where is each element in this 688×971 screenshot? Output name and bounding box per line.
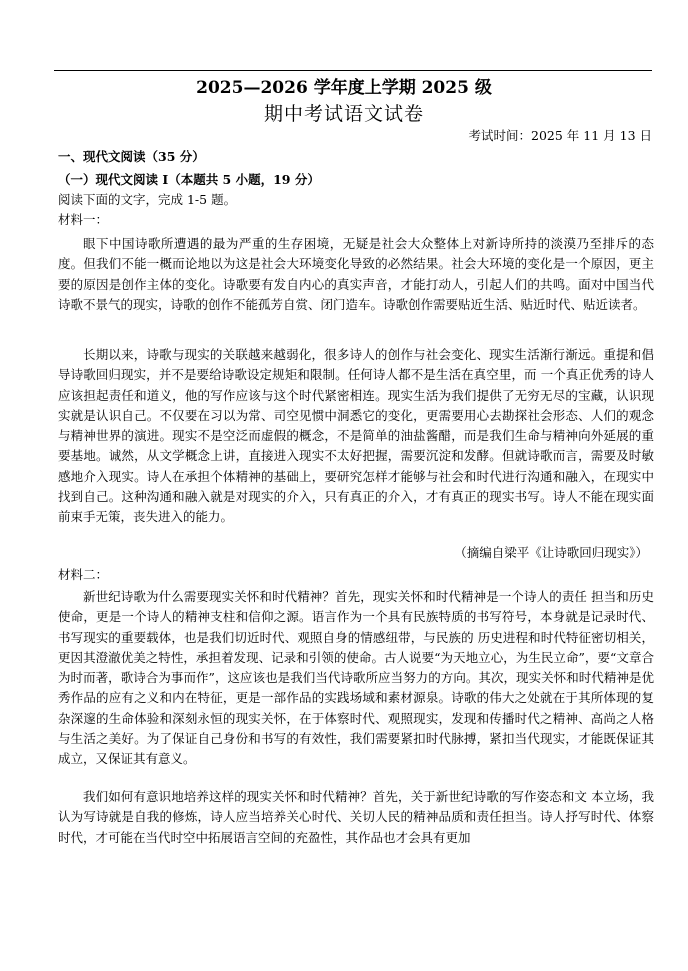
reading-instruction: 阅读下面的文字，完成 1-5 题。 — [58, 192, 237, 207]
header-rule — [54, 70, 652, 71]
exam-title-year: 2025—2026 学年度上学期 2025 级 — [196, 78, 492, 98]
exam-title: 期中考试语文试卷 — [263, 103, 424, 125]
material1-source: （摘编自梁平《让诗歌回归现实》） — [454, 545, 648, 560]
material1-paragraph1: 眼下中国诗歌所遭遇的最为严重的生存困境，无疑是社会大众整体上对新诗所持的淡漠乃至排斥的态度。但我们不能一概而论地以为这是社会大环境变化导致的必然结果。社会大环境的变化是一个原因，更主要的原因是创作主体的变化。诗歌要有发自内心的真实声音，才能打动人，引起人们的共鸣。面对中国当代诗歌不景气的现实，诗歌的创作不能孤芳自赏、闭门造车。诗歌创作需要贴近生活、贴近时代、贴近读者。 — [58, 236, 654, 312]
material1-paragraph2: 长期以来，诗歌与现实的关联越来越弱化，很多诗人的创作与社会变化、现实生活渐行渐远。重提和倡导诗歌回归现实，并不是要给诗歌设定规矩和限制。任何诗人都不是生活在真空里，而 一个真正优秀的诗人应该担起责任和道义，他的写作应该与这个时代紧密相连。现实生活为我们提供了无穷无尽的宝藏，认识现实就是认识自己。不仅要在习以为常、司空见惯中洞悉它的变化，更需要用心去勘探社会形态、人们的观念与精神世界的演进。现实不是空泛而虚假的概念，不是简单的油盐酱醋，而是我们生命与精神向外延展的重要基地。诚然，从文学概念上讲，直接进入现实不太好把握，需要沉淀和发酵。但就诗歌而言，需要及时敏感地介入现实。诗人在承担个体精神的基础上，要研究怎样才能够与社会和时代进行沟通和融入，在现实中找到自己。这种沟通和融入就是对现实的介入，只有真正的介入，才有真正的现实书写。诗人不能在现实面前束手无策，丧失进入的能力。 — [58, 347, 654, 525]
exam-date: 考试时间：2025 年 11 月 13 日 — [468, 128, 652, 143]
section-heading: 一、现代文阅读（35 分） — [58, 149, 205, 164]
material2-label: 材料二： — [58, 567, 109, 582]
material1-label: 材料一： — [58, 212, 109, 227]
material2-paragraph1: 新世纪诗歌为什么需要现实关怀和时代精神？首先，现实关怀和时代精神是一个诗人的责任 担当和历史使命，更是一个诗人的精神支柱和信仰之源。语言作为一个具有民族特质的书写符号，本身就是记录时代、书写现实的重要载体，也是我们切近时代、观照自身的情感纽带，与民族的 历史进程和时代特征密切相关，更因其澄澈优美之特性，承担着发现、记录和引领的使命。古人说要“为天地立心，为生民立命”，要“文章合为时而著，歌诗合为事而作”，这应该也是我们当代诗歌所应当努力的方向。其次，现实关怀和时代精神是优秀作品的应有之义和内在特征，更是一部作品的实践场域和素材源泉。诗歌的伟大之处就在于其所体现的复杂深邃的生命体验和深刻永恒的现实关怀，在于体察时代、观照现实，发现和传播时代之精神、高尚之人格与生活之美好。为了保证自己身份和书写的有效性，我们需要紧扣时代脉搏，紧扣当代现实，才能既保证其成立，又保证其有意义。 — [58, 589, 654, 767]
material2-paragraph2: 我们如何有意识地培养这样的现实关怀和时代精神？首先，关于新世纪诗歌的写作姿态和文 本立场，我认为写诗就是自我的修炼，诗人应当培养关心时代、关切人民的精神品质和责任担当。诗人抒写时代、体察时代，才可能在当代时空中拓展语言空间的充盈性，其作品也才会具有更加 — [58, 789, 654, 845]
subsection-heading: （一）现代文阅读 I（本题共 5 小题，19 分） — [58, 172, 320, 187]
